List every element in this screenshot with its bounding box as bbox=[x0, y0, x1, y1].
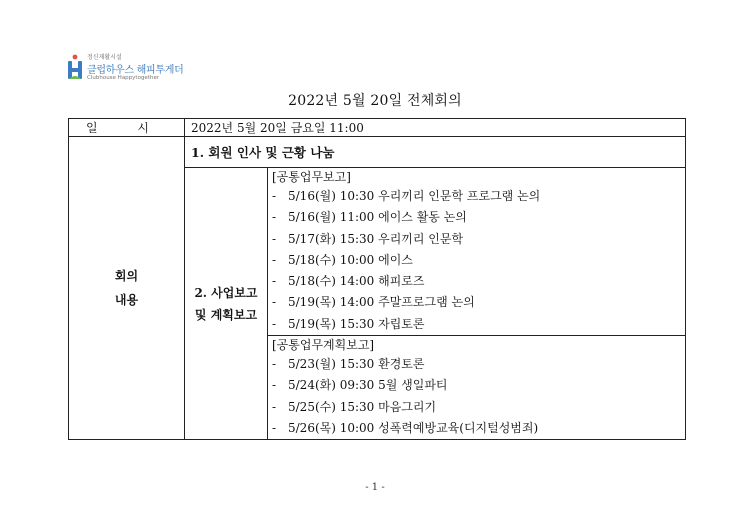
logo-name: 클럽하우스 해피투게더 bbox=[87, 65, 184, 76]
list-item: - 5/24(화) 09:30 5월 생일파티 bbox=[272, 378, 448, 393]
report-list bbox=[268, 168, 686, 336]
page-number: - 1 - bbox=[365, 482, 385, 493]
date-row bbox=[69, 119, 686, 137]
plan-title: [공통업무계획보고] bbox=[272, 338, 375, 353]
list-item: - 5/26(목) 10:00 성폭력예방교육(디지털성범죄) bbox=[272, 420, 539, 435]
list-item: - 5/23(월) 15:30 환경토론 bbox=[272, 357, 425, 372]
report-title: [공통업무보고] bbox=[272, 170, 351, 184]
meeting-table bbox=[68, 118, 686, 440]
list-item: - 5/19(목) 15:30 자립토론 bbox=[272, 316, 425, 331]
logo-subtitle: 정신재활시설 bbox=[87, 54, 122, 61]
plan-list bbox=[268, 336, 686, 440]
list-item: - 5/18(수) 10:00 에이스 bbox=[272, 252, 413, 267]
content-label-line2: 내용 bbox=[114, 293, 139, 308]
list-item: - 5/17(화) 15:30 우리끼리 인문학 bbox=[272, 231, 464, 246]
list-item: - 5/25(수) 15:30 마음그리기 bbox=[272, 399, 437, 414]
clubhouse-h-icon bbox=[66, 54, 84, 80]
section1-title: 1. 회원 인사 및 근황 나눔 bbox=[185, 137, 686, 168]
content-label-line1: 회의 bbox=[114, 269, 139, 284]
section2-label-cell bbox=[185, 168, 268, 440]
date-label-cell bbox=[69, 119, 185, 137]
list-item: - 5/16(월) 11:00 에이스 활동 논의 bbox=[272, 210, 467, 225]
list-item: - 5/18(수) 14:00 해피로즈 bbox=[272, 274, 425, 289]
content-label-cell bbox=[69, 137, 185, 440]
document-title: 2022년 5월 20일 전체회의 bbox=[288, 93, 462, 109]
clubhouse-logo bbox=[66, 50, 216, 84]
logo-english-name: Clubhouse Happytogether bbox=[87, 75, 160, 81]
section2-label-line1: 2. 사업보고 bbox=[194, 285, 258, 300]
section1-row bbox=[69, 137, 686, 168]
section2-label-line2: 및 계획보고 bbox=[194, 307, 258, 322]
list-item: - 5/19(목) 14:00 주말프로그램 논의 bbox=[272, 295, 475, 310]
list-item: - 5/16(월) 10:30 우리끼리 인문학 프로그램 논의 bbox=[272, 189, 541, 203]
date-value: 2022년 5월 20일 금요일 11:00 bbox=[185, 119, 686, 137]
date-label: 일 시 bbox=[86, 121, 167, 135]
